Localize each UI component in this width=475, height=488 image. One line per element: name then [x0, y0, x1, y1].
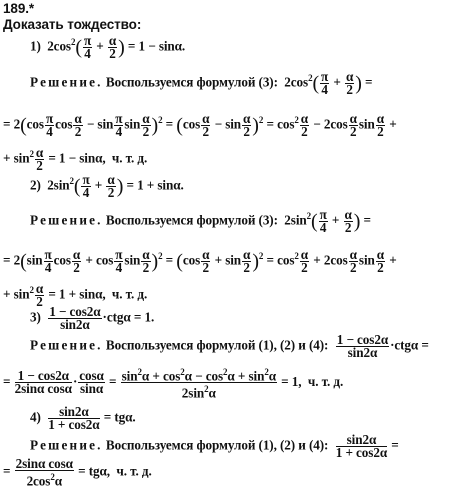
item-4-rhs: = tgα.: [103, 409, 136, 425]
problem-number: 189.*: [3, 1, 35, 16]
solution-4-line: = $\frac{\text{2sinα cosα}}{2\cos^2\alpha}$ = tgα, ч. т. д.: [3, 456, 152, 488]
solution-2-line-2: + $\sin^2$ $\frac{\alpha}{2}$ = 1 + sinα, ч. т. д.: [3, 280, 148, 309]
solution-1-line-1: = 2(cos $\frac{\pi}{4}$ cos $\frac{\alpha}{2}$ − sin $\frac{\pi}{4}$ sin $\frac{\alpha}{2}$ )$^2$ = (cos $\frac{\alpha}{2}$ − sin $\frac{\alpha}{2}$ )$^2 = \cos^2$ $\frac{\alpha}{2}$ − 2cos $\frac{\alpha}{2}$ sin $\frac{\alpha}{2}$ +: [3, 110, 397, 139]
use-formula-1: Воспользуемся формулой (3):: [105, 74, 278, 90]
qed-1: ч. т. д.: [111, 150, 148, 166]
use-formulas-3: Воспользуемся формулой (1), (2) и (4):: [105, 337, 329, 353]
qed-3: ч. т. д.: [307, 373, 344, 389]
qed-2: ч. т. д.: [111, 286, 148, 302]
qed-4: ч. т. д.: [116, 463, 152, 479]
use-formulas-4: Воспользуемся формулой (1), (2) и (4):: [105, 437, 329, 453]
solution-2-line-1: = 2(sin $\frac{\pi}{4}$ cos $\frac{\alpha}{2}$ + cos $\frac{\pi}{4}$ sin $\frac{\alpha}{2}$ )$^2$ = (cos $\frac{\alpha}{2}$ + sin $\frac{\alpha}{2}$ )$^2 = \cos^2$ $\frac{\alpha}{2}$ + 2cos $\frac{\alpha}{2}$ sin $\frac{\alpha}{2}$ +: [3, 246, 397, 275]
solution-1-line-2: + $\sin^2$ $\frac{\alpha}{2}$ = 1 − sinα, ч. т. д.: [3, 144, 148, 173]
solution-2-intro: Решение. Воспользуемся формулой (3): $2\sin^2$( $\frac{\pi}{4}$ + $\frac{\alpha}{2}$ ) =: [30, 206, 371, 235]
item-1-number: 1): [30, 38, 41, 54]
item-1-rhs: = 1 − sinα.: [127, 38, 186, 54]
identity-2: 2) $2\sin^2$( $\frac{\pi}{4}$ + $\frac{\alpha}{2}$ ) = 1 + sinα.: [30, 171, 184, 200]
identity-1: 1) $2\cos^2$( $\frac{\pi}{4}$ + $\frac{\alpha}{2}$ ) = 1 − sinα.: [30, 32, 186, 61]
item-3-rhs: = 1.: [133, 309, 155, 325]
problem-heading: Доказать тождество:: [3, 17, 142, 32]
solution-3-line: = $\frac{1 - \cos 2\alpha}{\text{2sinα cosα}}$ · $\frac{\cos\alpha}{\sin\alpha}$ = $\frac{\sin^2\alpha + \cos^2\alpha - \cos^2\alpha + \sin^2\alpha}{2\sin^2\alpha}$ = 1, ч. т. д.: [3, 367, 344, 401]
solution-label-4: Решение.: [30, 437, 103, 453]
solution-label-2: Решение.: [30, 212, 103, 228]
item-2-number: 2): [30, 177, 41, 193]
solution-1-intro: Решение. Воспользуемся формулой (3): $2\cos^2$( $\frac{\pi}{4}$ + $\frac{\alpha}{2}$ ) =: [30, 68, 373, 97]
item-4-number: 4): [30, 409, 41, 425]
solution-4-intro: Решение. Воспользуемся формулой (1), (2) и (4): $\frac{\sin 2\alpha}{1 + \cos 2\alpha}$ =: [30, 432, 399, 460]
solution-3-intro: Решение. Воспользуемся формулой (1), (2) и (4): $\frac{1 - \cos 2\alpha}{\sin 2\alpha}$ ·ctgα =: [30, 332, 429, 360]
identity-3: 3) $\frac{1 - \cos 2\alpha}{\sin 2\alpha}$ ·ctgα = 1.: [30, 304, 155, 332]
solution-label-3: Решение.: [30, 337, 103, 353]
solution-label-1: Решение.: [30, 74, 103, 90]
identity-4: 4) $\frac{\sin 2\alpha}{1 + \cos 2\alpha}$ = tgα.: [30, 404, 136, 432]
item-2-rhs: = 1 + sinα.: [126, 177, 184, 193]
item-3-number: 3): [30, 309, 41, 325]
use-formula-2: Воспользуемся формулой (3):: [105, 212, 278, 228]
